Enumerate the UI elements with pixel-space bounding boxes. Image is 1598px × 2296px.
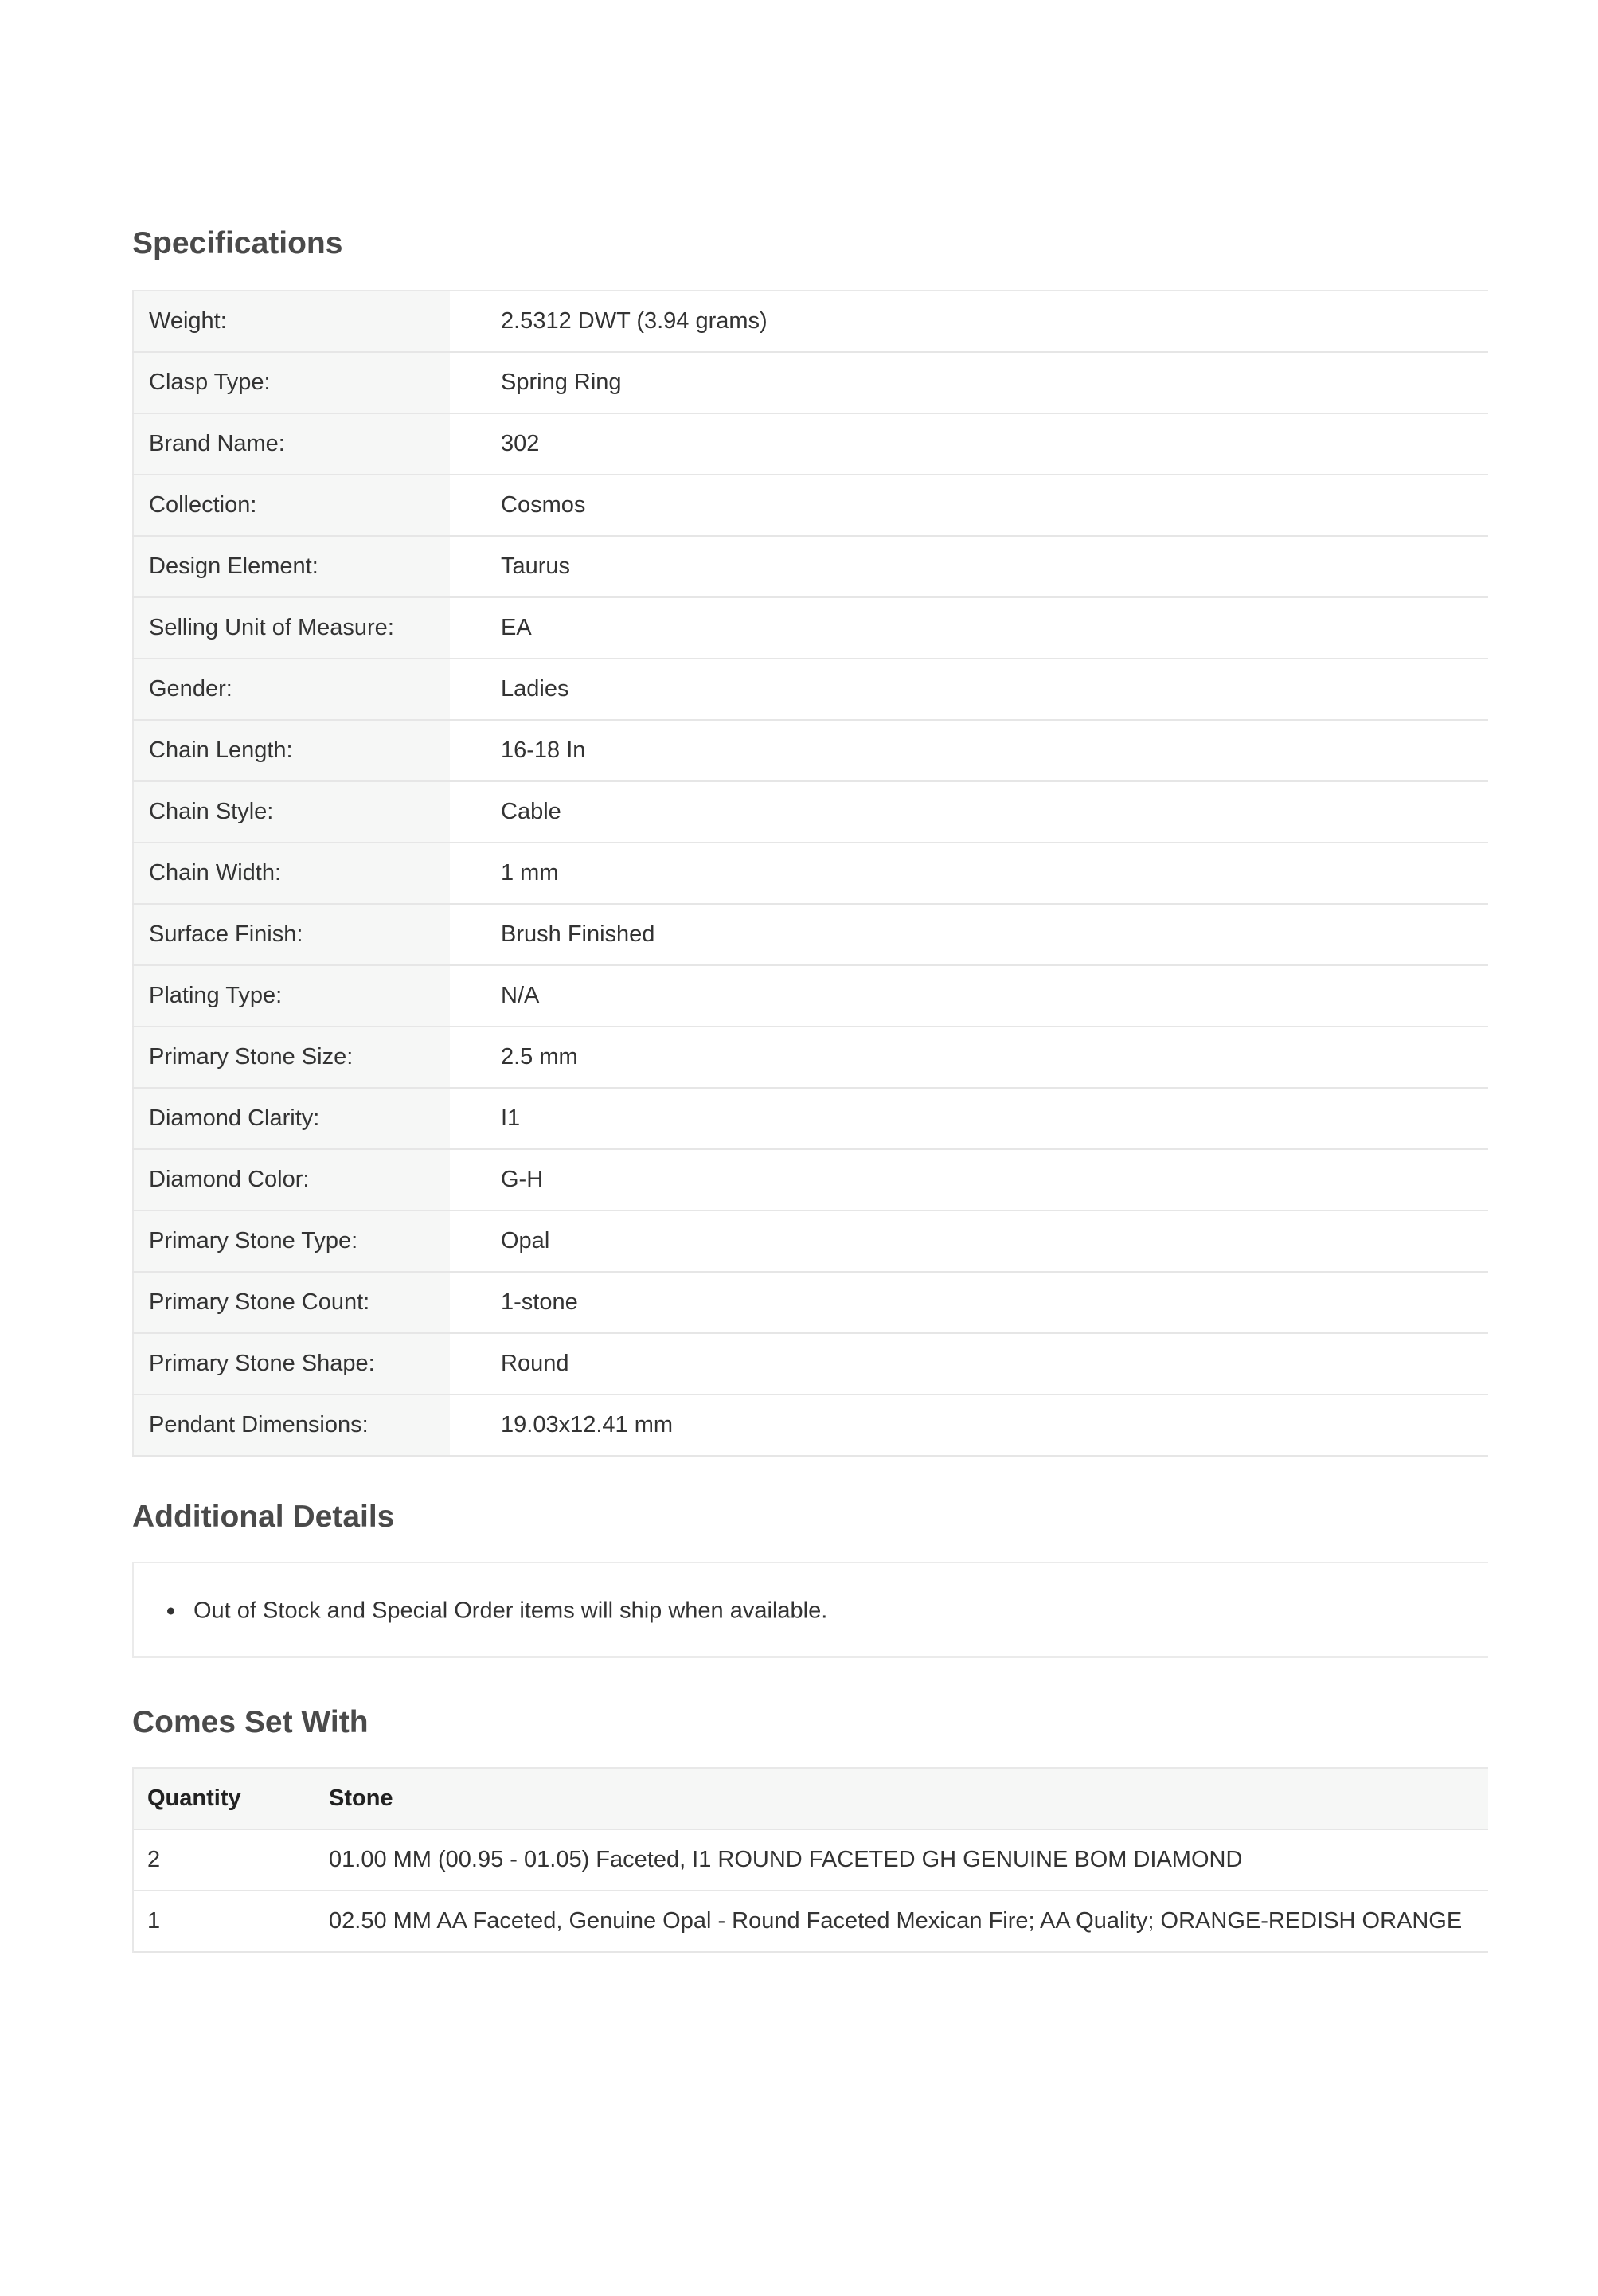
quantity-cell: 2 bbox=[147, 1847, 161, 1872]
table-row bbox=[134, 1830, 1488, 1891]
spec-value: Round bbox=[501, 1351, 569, 1376]
spec-value: 1 mm bbox=[501, 860, 559, 886]
comes-set-with-table bbox=[132, 1767, 1488, 1953]
spec-label: Gender: bbox=[132, 659, 450, 719]
stone-column-header: Stone bbox=[329, 1786, 393, 1811]
spec-value: 2.5 mm bbox=[501, 1044, 578, 1070]
spec-label: Primary Stone Shape: bbox=[132, 1334, 450, 1394]
spec-label: Primary Stone Count: bbox=[132, 1273, 450, 1332]
spec-row bbox=[132, 1089, 1488, 1150]
table-header-row bbox=[134, 1769, 1488, 1830]
spec-row bbox=[132, 537, 1488, 598]
spec-row bbox=[132, 721, 1488, 782]
spec-value: 19.03x12.41 mm bbox=[501, 1412, 674, 1437]
spec-label: Diamond Color: bbox=[132, 1150, 450, 1210]
spec-row bbox=[132, 1395, 1488, 1457]
stone-cell: 02.50 MM AA Faceted, Genuine Opal - Round Faceted Mexican Fire; AA Quality; ORANGE-REDISH ORANGE bbox=[329, 1908, 1463, 1934]
specifications-heading: Specifications bbox=[132, 226, 343, 260]
spec-label: Surface Finish: bbox=[132, 905, 450, 964]
bullet-icon bbox=[167, 1608, 174, 1615]
spec-row bbox=[132, 782, 1488, 843]
spec-row bbox=[132, 291, 1488, 353]
spec-row bbox=[132, 659, 1488, 721]
spec-label: Chain Style: bbox=[132, 782, 450, 842]
spec-label: Collection: bbox=[132, 475, 450, 535]
additional-details-box bbox=[132, 1562, 1488, 1658]
spec-label: Brand Name: bbox=[132, 414, 450, 474]
spec-value: G-H bbox=[501, 1167, 544, 1192]
quantity-cell: 1 bbox=[147, 1908, 161, 1934]
specifications-table bbox=[132, 290, 1488, 1457]
spec-row bbox=[132, 475, 1488, 537]
spec-row bbox=[132, 905, 1488, 966]
spec-value: Taurus bbox=[501, 553, 571, 579]
spec-label: Weight: bbox=[132, 291, 450, 351]
spec-label: Plating Type: bbox=[132, 966, 450, 1026]
spec-label: Clasp Type: bbox=[132, 353, 450, 413]
stone-cell: 01.00 MM (00.95 - 01.05) Faceted, I1 ROUND FACETED GH GENUINE BOM DIAMOND bbox=[329, 1847, 1243, 1872]
spec-value: Ladies bbox=[501, 676, 569, 702]
table-row bbox=[134, 1891, 1488, 1953]
spec-row bbox=[132, 598, 1488, 659]
list-item bbox=[167, 1598, 827, 1625]
spec-value: N/A bbox=[501, 983, 540, 1008]
list-item-text: Out of Stock and Special Order items will ship when available. bbox=[193, 1598, 828, 1624]
spec-value: Cable bbox=[501, 799, 561, 824]
spec-row bbox=[132, 966, 1488, 1027]
spec-row bbox=[132, 843, 1488, 905]
spec-value: Cosmos bbox=[501, 492, 586, 518]
spec-label: Selling Unit of Measure: bbox=[132, 598, 450, 658]
spec-row bbox=[132, 1027, 1488, 1089]
spec-label: Primary Stone Size: bbox=[132, 1027, 450, 1087]
spec-label: Diamond Clarity: bbox=[132, 1089, 450, 1148]
spec-value: 1-stone bbox=[501, 1289, 578, 1315]
comes-set-with-heading: Comes Set With bbox=[132, 1705, 369, 1739]
spec-label: Chain Width: bbox=[132, 843, 450, 903]
spec-row bbox=[132, 1150, 1488, 1211]
spec-label: Design Element: bbox=[132, 537, 450, 596]
spec-value: Spring Ring bbox=[501, 370, 622, 395]
additional-details-heading: Additional Details bbox=[132, 1500, 395, 1534]
spec-row bbox=[132, 1273, 1488, 1334]
spec-value: Opal bbox=[501, 1228, 550, 1254]
spec-value: Brush Finished bbox=[501, 921, 655, 947]
spec-row bbox=[132, 1334, 1488, 1395]
spec-row bbox=[132, 414, 1488, 475]
spec-value: I1 bbox=[501, 1105, 521, 1131]
spec-label: Chain Length: bbox=[132, 721, 450, 780]
spec-label: Pendant Dimensions: bbox=[132, 1395, 450, 1455]
spec-label: Primary Stone Type: bbox=[132, 1211, 450, 1271]
spec-row bbox=[132, 1211, 1488, 1273]
spec-value: 302 bbox=[501, 431, 540, 456]
spec-value: 2.5312 DWT (3.94 grams) bbox=[501, 308, 768, 334]
quantity-column-header: Quantity bbox=[147, 1786, 241, 1811]
spec-value: 16-18 In bbox=[501, 737, 586, 763]
spec-value: EA bbox=[501, 615, 532, 640]
spec-row bbox=[132, 353, 1488, 414]
